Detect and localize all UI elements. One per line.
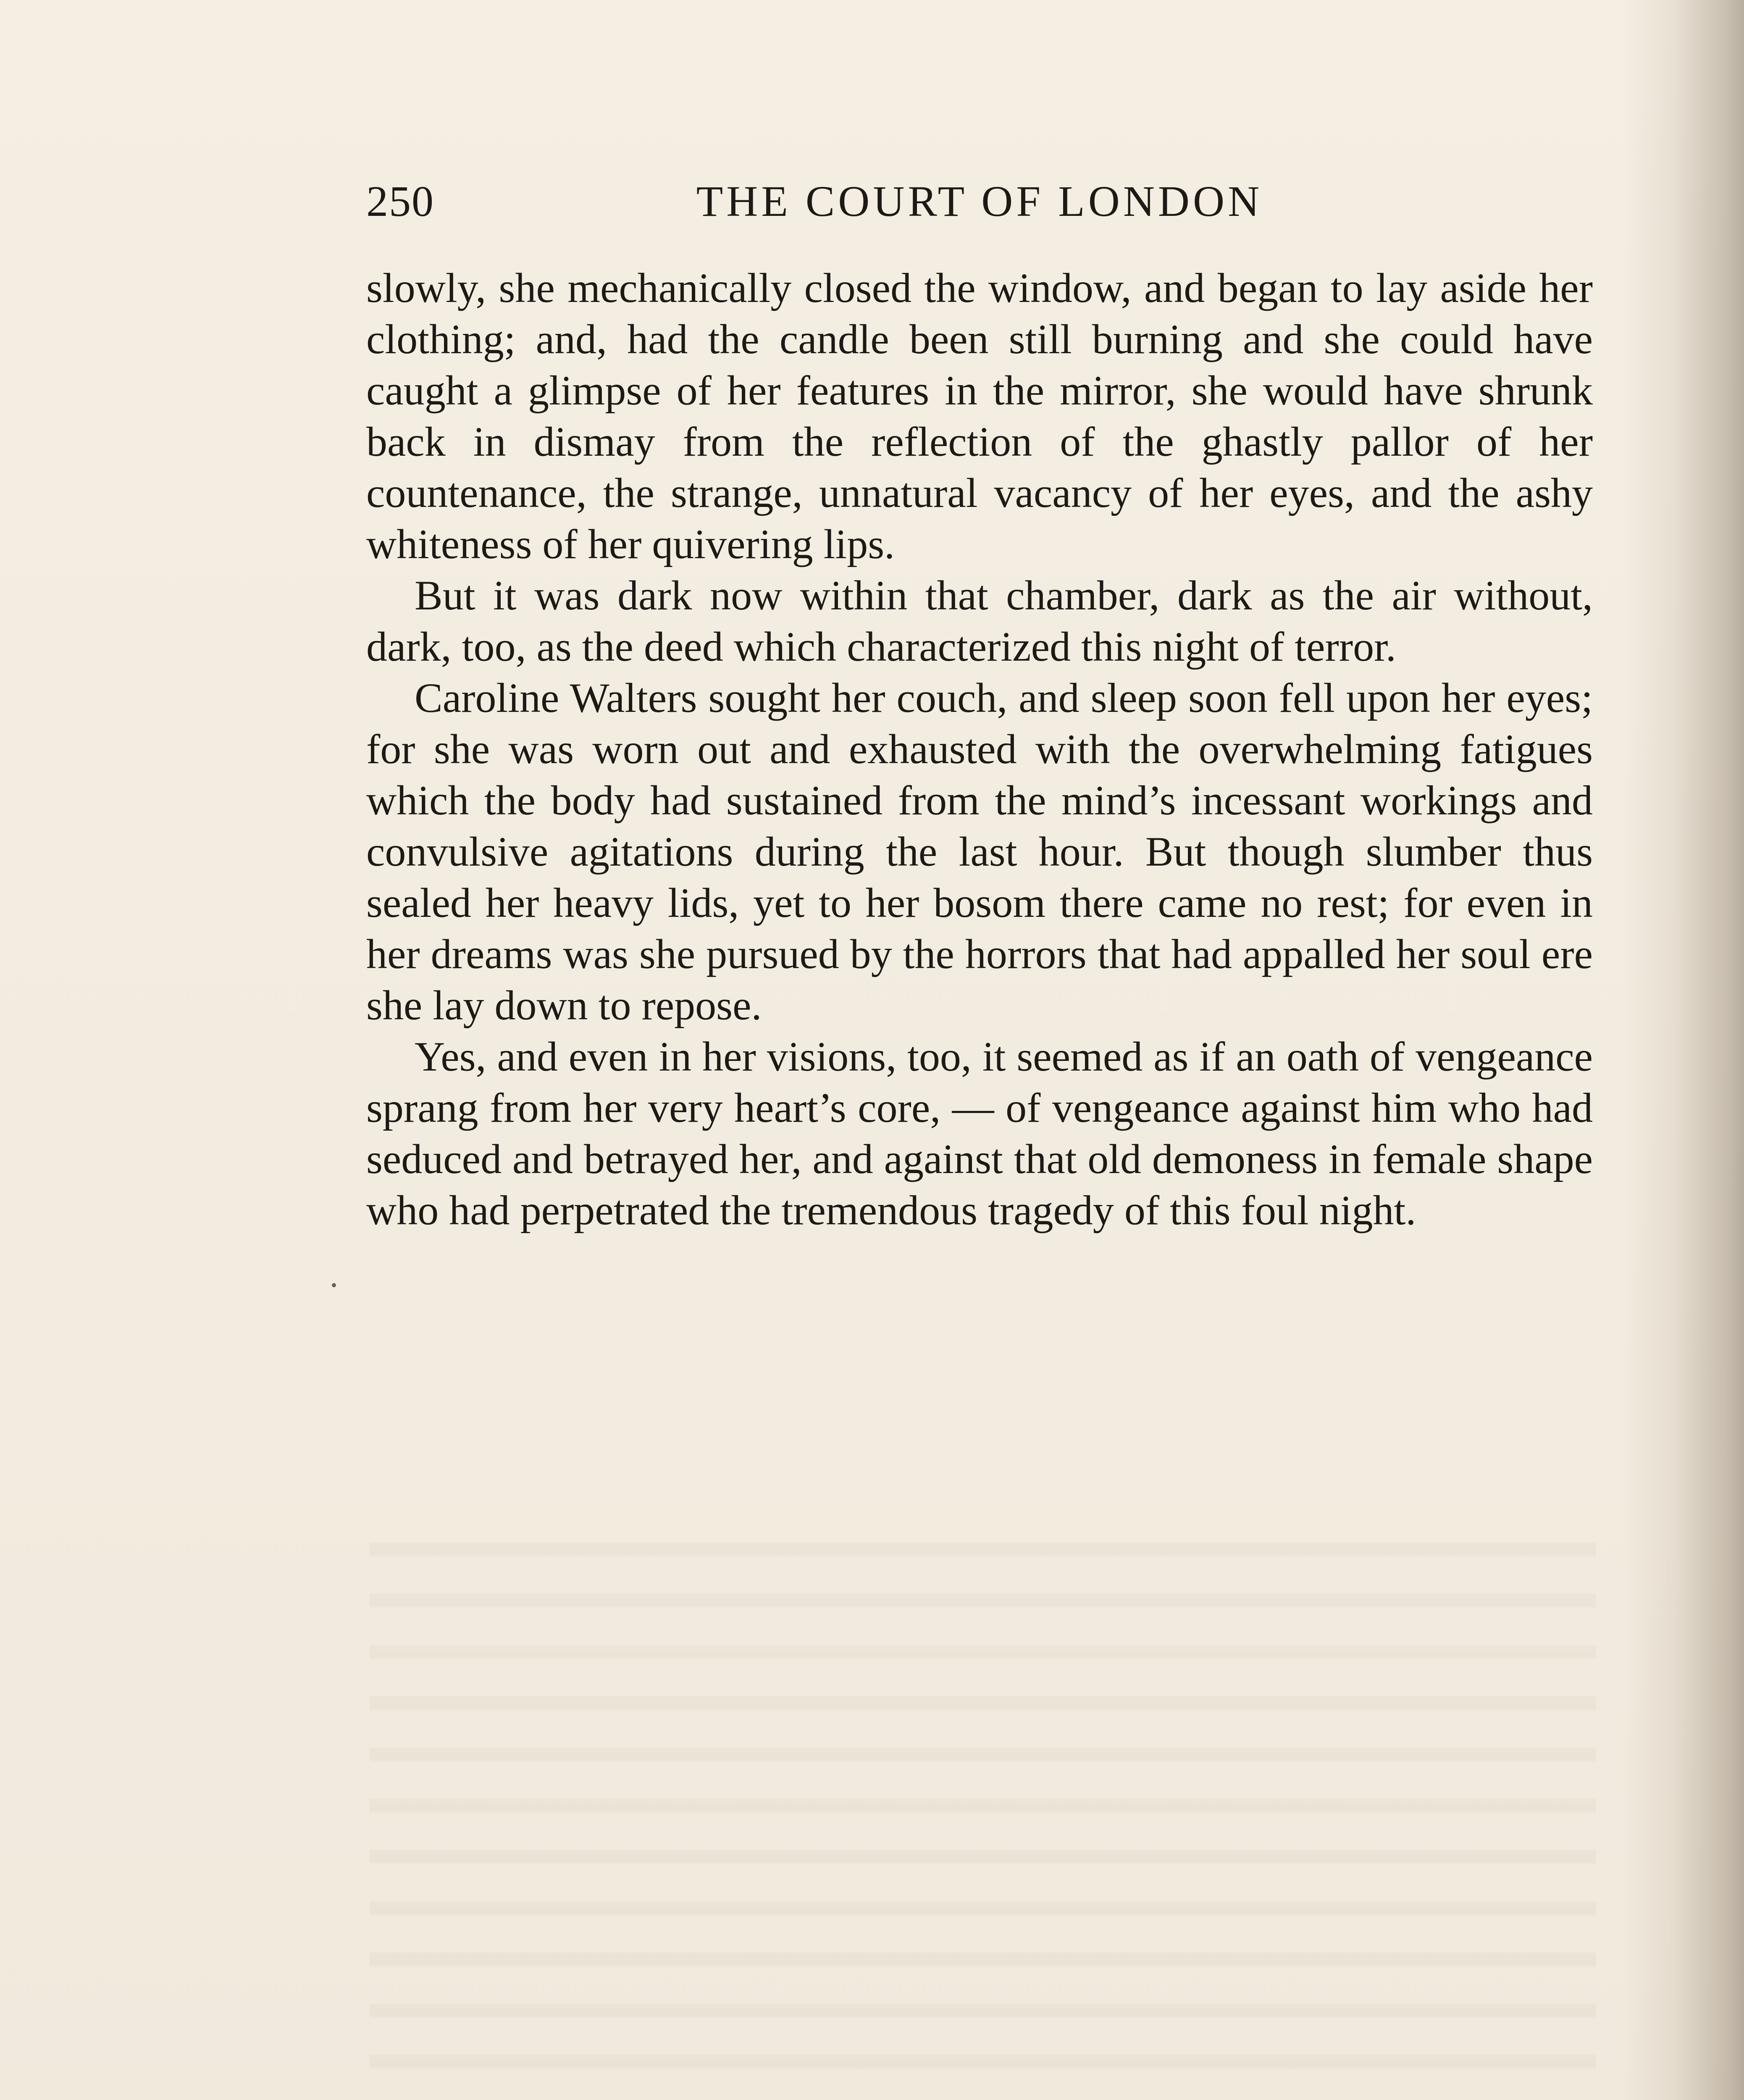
- show-through-text: [370, 1512, 1596, 2100]
- paragraph-1: slowly, she mechanically closed the window, and began to lay aside her clothing; and, had the candle been still burning and she could have caught a glimpse of her features in the mirror, she would have shrunk back in dismay from the reflection of the ghastly pallor of her countenance, the strange, unnatural vacancy of her eyes, and the ashy whiteness of her quivering lips.: [366, 265, 1593, 567]
- ink-speck: [332, 1283, 336, 1287]
- paragraph-3: Caroline Walters sought her couch, and sleep soon fell upon her eyes; for she was worn out and exhausted with the overwhelming fatigues which the body had sustained from the mind’s incessant workings and convulsive agitations during the last hour. But though slumber thus sealed her heavy lids, yet to her bosom there came no rest; for even in her dreams was she pursued by the horrors that had appalled her soul ere she lay down to repose.: [366, 675, 1593, 1029]
- body-text: [366, 262, 1593, 1236]
- page-header: [366, 176, 1593, 227]
- paragraph-2: But it was dark now within that chamber, dark as the air without, dark, too, as the deed which characterized this night of terror.: [366, 572, 1593, 670]
- page-number: 250: [366, 177, 434, 226]
- running-title: THE COURT OF LONDON: [696, 177, 1263, 226]
- paragraph-4: Yes, and even in her visions, too, it seemed as if an oath of vengeance sprang from her very heart’s core, — of vengeance against him who had seduced and betrayed her, and against that old demoness in female shape who had perpetrated the tremendous tragedy of this foul night.: [366, 1033, 1593, 1234]
